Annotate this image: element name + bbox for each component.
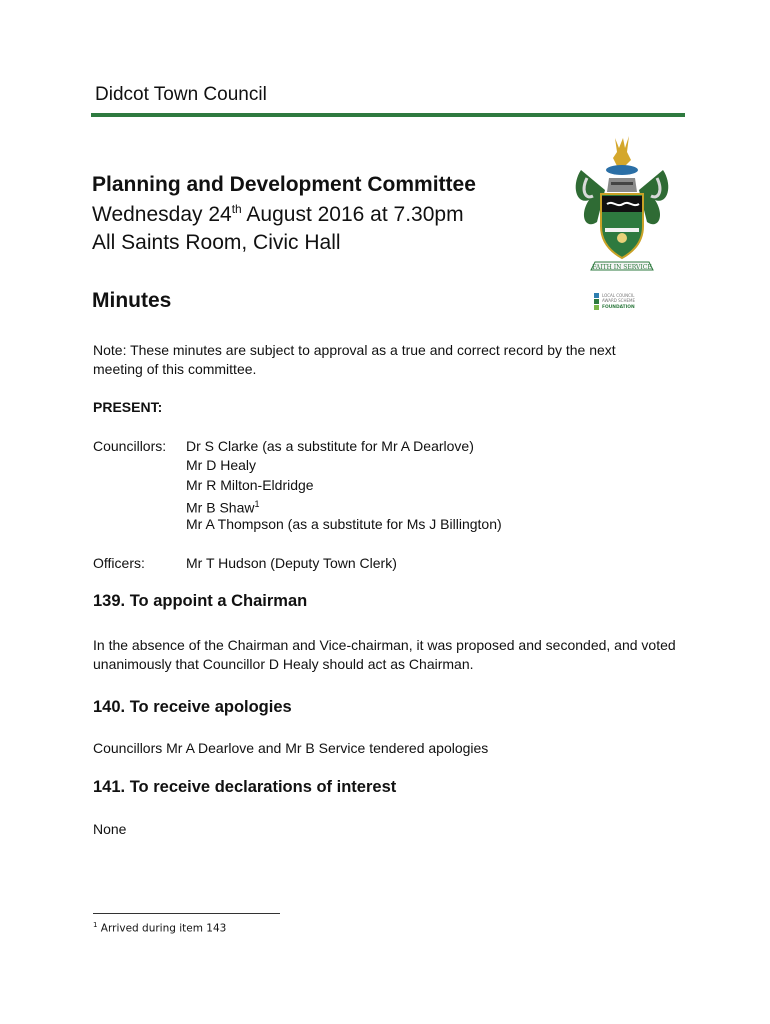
councillor-item: Mr A Thompson (as a substitute for Ms J Billington)	[186, 515, 502, 532]
footnote-reference[interactable]: 1	[254, 499, 260, 510]
award-scheme-logo-icon	[594, 292, 654, 312]
officers-label: Officers:	[93, 555, 145, 571]
approval-note: Note: These minutes are subject to approval as a true and correct record by the next meeting of this committee.	[93, 342, 616, 377]
councillors-label: Councillors:	[93, 438, 167, 454]
meeting-venue: All Saints Room, Civic Hall	[92, 231, 341, 254]
councillor-item	[186, 495, 502, 514]
meeting-date-ordinal: th	[231, 202, 242, 216]
councillor-name: Mr B Shaw	[186, 499, 255, 516]
section-text-139: In the absence of the Chairman and Vice-chairman, it was proposed and seconded, and voted unanimously that Councillor D Healy should act as Chairman.	[93, 637, 676, 672]
organisation-name: Didcot Town Council	[95, 84, 267, 105]
council-crest-icon	[571, 130, 673, 277]
minutes-heading: Minutes	[92, 289, 172, 312]
footnote	[93, 921, 226, 935]
meeting-date-suffix: August 2016 at 7.30pm	[241, 203, 464, 226]
committee-title: Planning and Development Committee	[92, 173, 476, 196]
section-heading-139: 139. To appoint a Chairman	[93, 592, 308, 610]
officers-list: Mr T Hudson (Deputy Town Clerk)	[186, 555, 397, 571]
award-logo-line-3: FOUNDATION	[602, 305, 635, 310]
footnote-text: Arrived during item 143	[97, 922, 227, 935]
award-logo-line-1: LOCAL COUNCIL	[602, 293, 635, 298]
meeting-date-prefix: Wednesday 24	[92, 203, 232, 226]
crest-motto: FAITH IN SERVICE	[592, 264, 652, 271]
footnote-mark: 1	[93, 921, 98, 929]
section-text-141: None	[93, 821, 127, 837]
councillor-item: Mr R Milton-Eldridge	[186, 476, 314, 493]
present-heading: PRESENT:	[93, 399, 163, 415]
councillors-list	[186, 437, 502, 534]
header-rule	[91, 113, 685, 117]
section-text-140: Councillors Mr A Dearlove and Mr B Service tendered apologies	[93, 740, 489, 756]
footnote-rule	[93, 913, 280, 914]
section-heading-141: 141. To receive declarations of interest	[93, 778, 397, 796]
councillor-item: Mr D Healy	[186, 457, 257, 474]
award-logo-line-2: AWARD SCHEME	[602, 298, 635, 303]
section-heading-140: 140. To receive apologies	[93, 698, 292, 716]
meeting-date	[92, 202, 464, 227]
councillor-item: Dr S Clarke (as a substitute for Mr A Dearlove)	[186, 438, 474, 454]
